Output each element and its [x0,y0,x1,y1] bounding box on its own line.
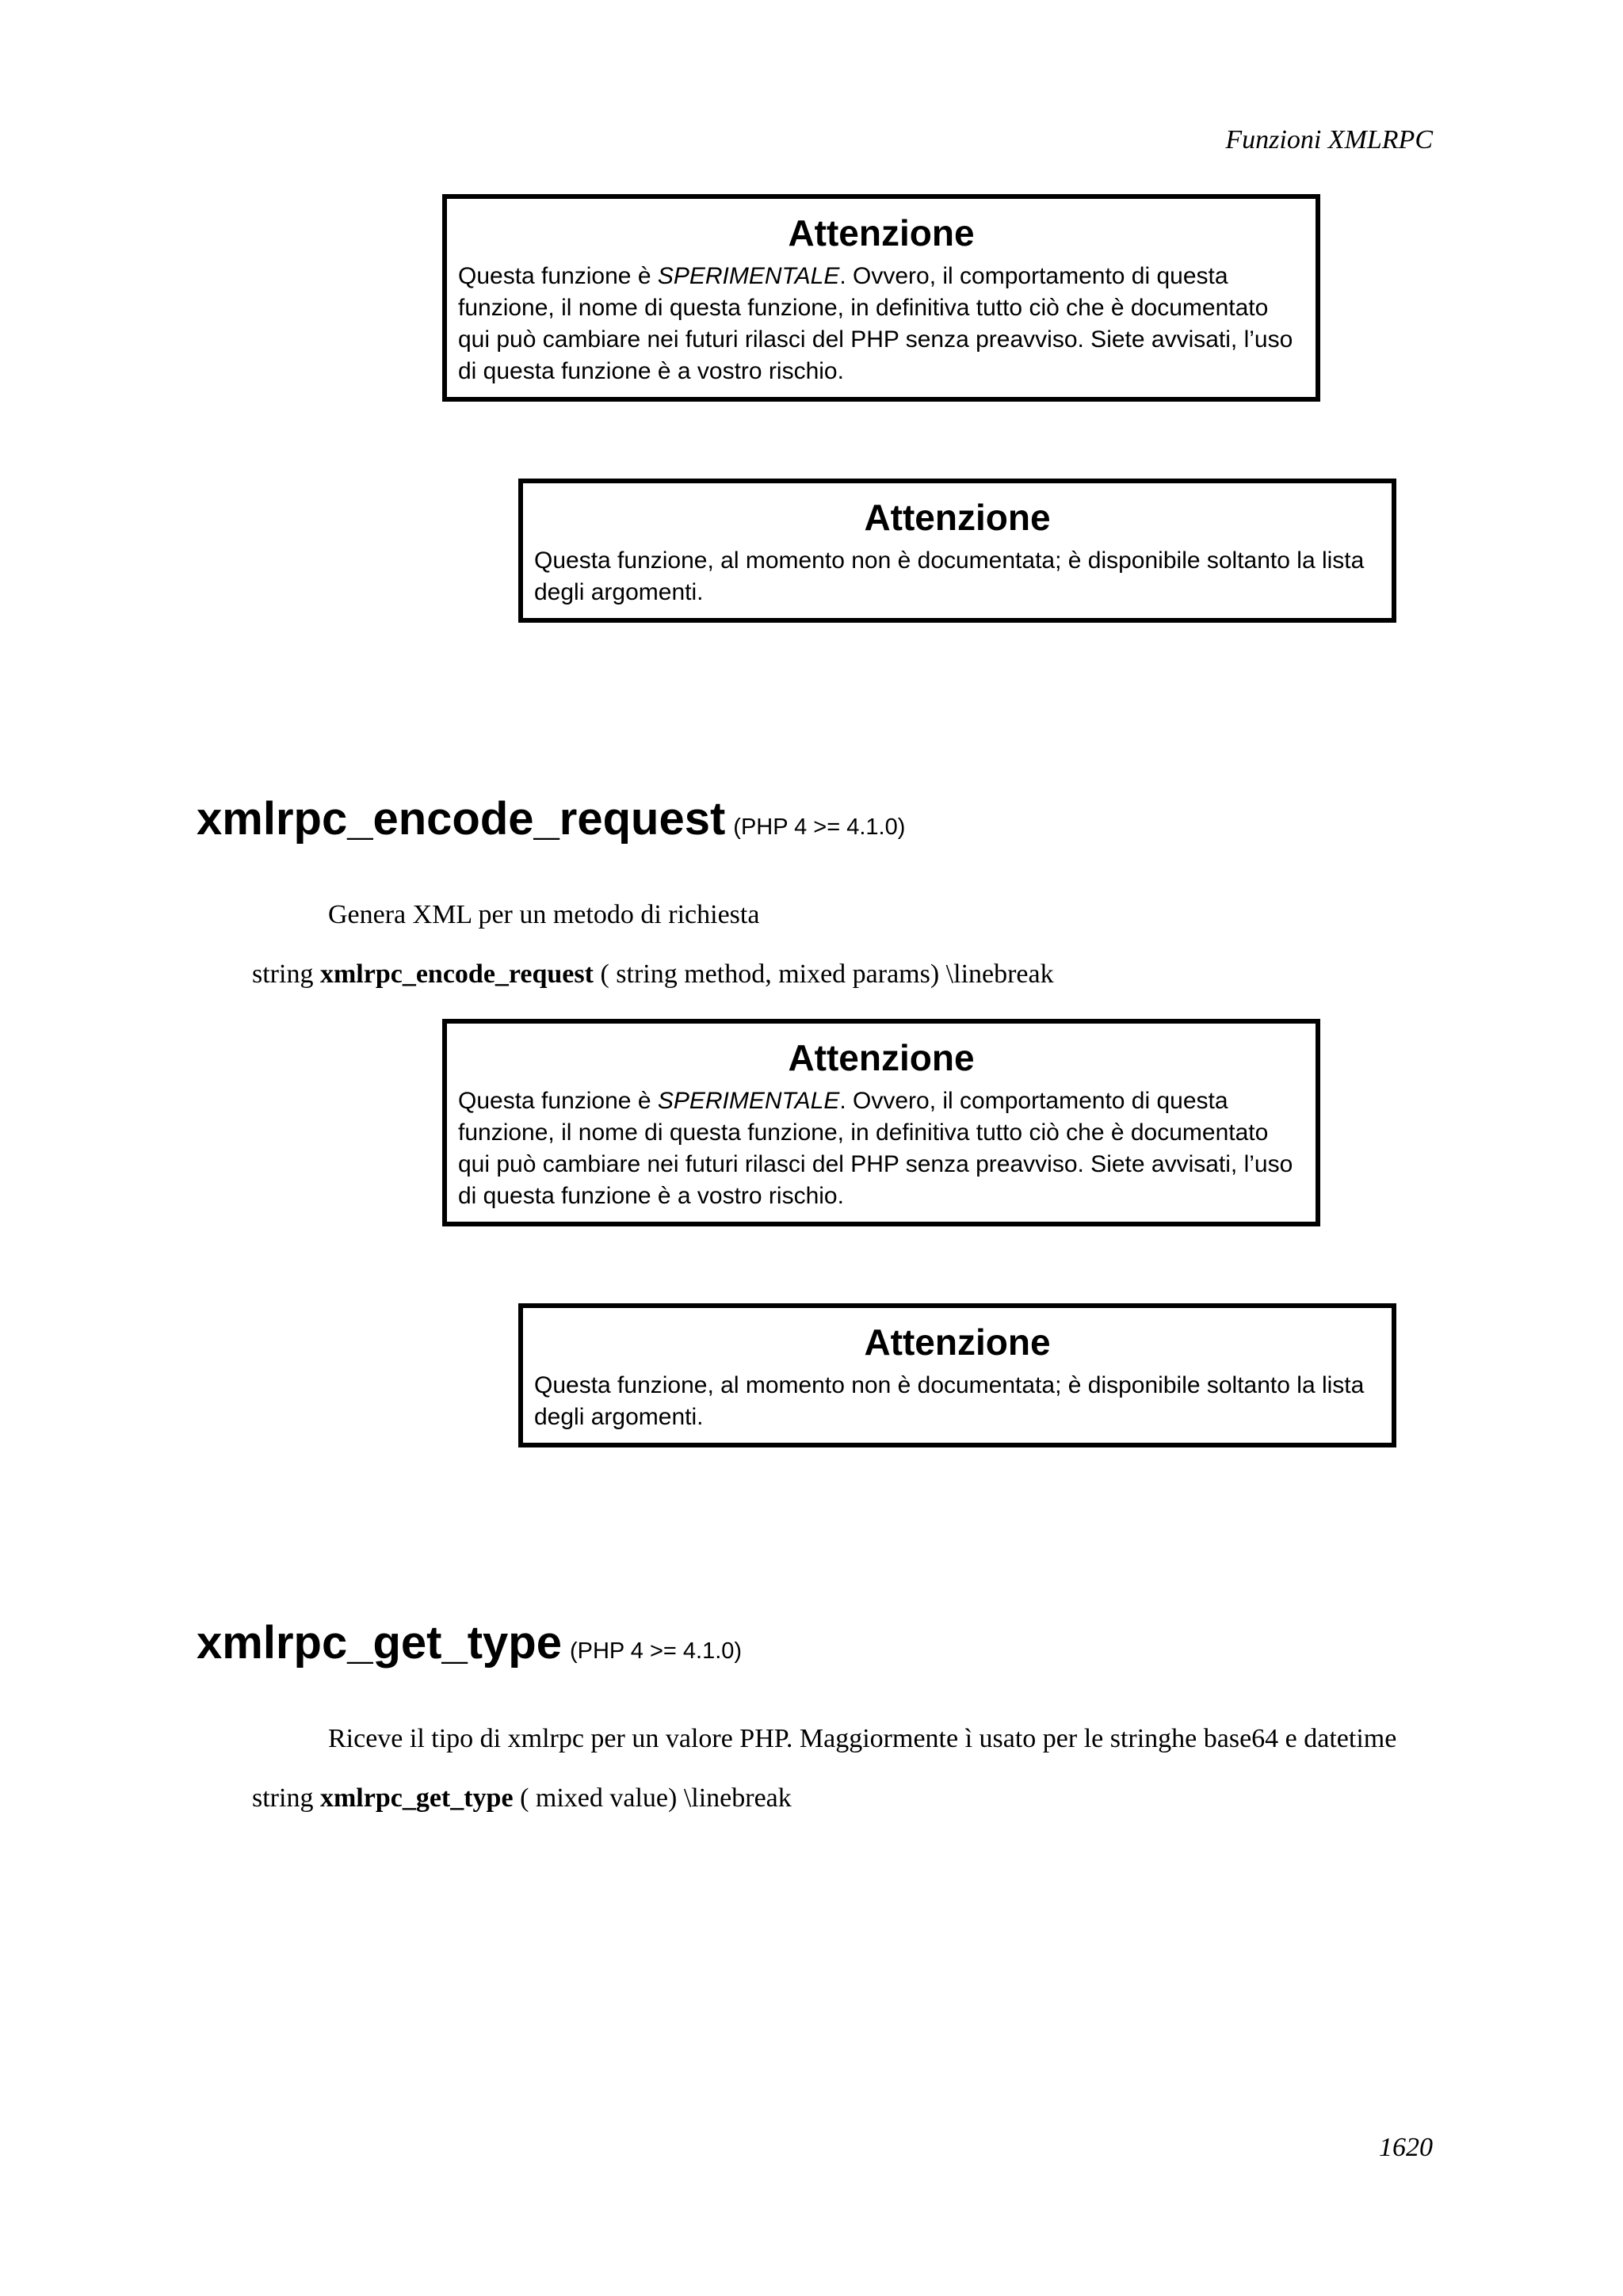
return-type: string [252,1783,314,1813]
warning-text: Questa funzione è SPERIMENTALE. Ovvero, il comportamento di questa funzione, il nome di questa funzione, in definitiva tutto ciò che è documentato qui può cambiare nei futuri rilasci del PHP senza preavviso. Siete avvisati, l’uso di questa funzione è a vostro rischio. [458,263,1293,384]
warning-emphasis: SPERIMENTALE [657,263,840,289]
warning-text: Questa funzione, al momento non è documentata; è disponibile soltanto la lista degli argomenti. [534,1372,1365,1430]
function-name: xmlrpc_encode_request [197,793,726,845]
running-header: Funzioni XMLRPC [1225,125,1433,154]
warning-title: Attenzione [864,1322,1051,1363]
function-version: (PHP 4 >= 4.1.0) [733,814,906,840]
page-number: 1620 [1379,2133,1433,2162]
warning-text: Questa funzione è SPERIMENTALE. Ovvero, il comportamento di questa funzione, il nome di questa funzione, in definitiva tutto ciò che è documentato qui può cambiare nei futuri rilasci del PHP senza preavviso. Siete avvisati, l’uso di questa funzione è a vostro rischio. [458,1088,1293,1209]
signature-function-name: xmlrpc_get_type [319,1783,514,1813]
function-signature [252,1783,792,1814]
warning-title: Attenzione [788,1037,975,1078]
function-version: (PHP 4 >= 4.1.0) [569,1638,743,1664]
undocumented-warning-box [518,479,1396,623]
warning-text: Questa funzione, al momento non è documentata; è disponibile soltanto la lista degli argomenti. [534,547,1365,605]
function-heading [197,1616,742,1669]
return-type: string [252,959,314,989]
signature-params: ( mixed value) \linebreak [520,1783,792,1813]
function-description: Riceve il tipo di xmlrpc per un valore PHP. Maggiormente ì usato per le stringhe base64 e datetime [328,1724,1397,1753]
warning-emphasis: SPERIMENTALE [657,1088,840,1114]
signature-params: ( string method, mixed params) \linebreak [600,959,1054,989]
experimental-warning-box [442,1019,1320,1226]
function-heading [197,792,905,845]
warning-title: Attenzione [864,497,1051,538]
signature-function-name: xmlrpc_encode_request [319,959,594,989]
experimental-warning-box [442,194,1320,402]
function-description: Genera XML per un metodo di richiesta [328,900,760,929]
undocumented-warning-box [518,1303,1396,1447]
warning-title: Attenzione [788,212,975,254]
function-name: xmlrpc_get_type [197,1617,562,1669]
function-signature [252,959,1054,990]
